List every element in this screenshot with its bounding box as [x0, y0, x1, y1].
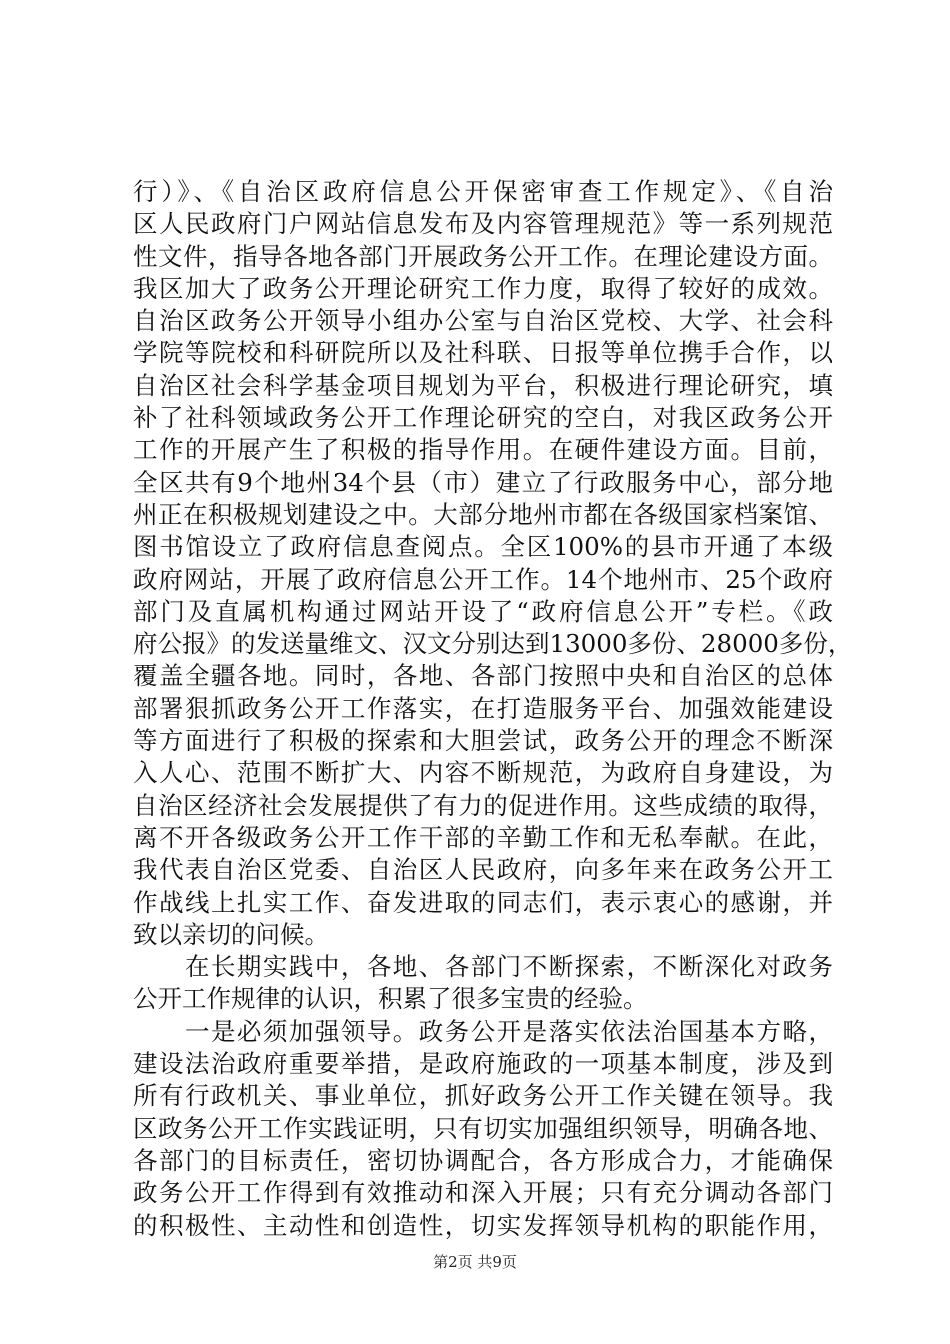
text-line: 行）》、《自治区政府信息公开保密审查工作规定》、《自治 [133, 177, 833, 206]
text-line: 自治区社会科学基金项目规划为平台，积极进行理论研究，填 [133, 370, 833, 400]
text-line: 部门及直属机构通过网站开设了“政府信息公开”专栏。《政 [133, 596, 833, 626]
text-line: 所有行政机关、事业单位，抓好政务公开工作关键在领导。我 [133, 1081, 833, 1111]
page-footer: 第2页 共9页 [433, 1253, 517, 1271]
text-line: 建设法治政府重要举措，是政府施政的一项基本制度，涉及到 [133, 1049, 833, 1079]
text-line: 自治区经济社会发展提供了有力的促进作用。这些成绩的取得， [133, 790, 833, 820]
text-line: 补了社科领域政务公开工作理论研究的空白，对我区政务公开 [133, 403, 833, 433]
text-line: 的积极性、主动性和创造性，切实发挥领导机构的职能作用， [133, 1210, 833, 1240]
text-line: 一是必须加强领导。政务公开是落实依法治国基本方略， [133, 1016, 833, 1046]
text-line: 自治区政务公开领导小组办公室与自治区党校、大学、社会科 [133, 306, 833, 336]
text-line: 图书馆设立了政府信息查阅点。全区100%的县市开通了本级 [133, 532, 833, 562]
text-line: 区政务公开工作实践证明，只有切实加强组织领导，明确各地、 [133, 1113, 833, 1143]
text-line: 我代表自治区党委、自治区人民政府，向多年来在政务公开工 [133, 855, 833, 885]
text-line: 性文件，指导各地各部门开展政务公开工作。在理论建设方面。 [133, 241, 833, 271]
text-line: 政务公开工作得到有效推动和深入开展；只有充分调动各部门 [133, 1178, 833, 1208]
text-line: 区人民政府门户网站信息发布及内容管理规范》等一系列规范 [133, 209, 833, 239]
text-line: 离不开各级政务公开工作干部的辛勤工作和无私奉献。在此， [133, 822, 833, 852]
text-line: 在长期实践中，各地、各部门不断探索，不断深化对政务 [133, 952, 833, 982]
text-line: 作战线上扎实工作、奋发进取的同志们，表示衷心的感谢，并 [133, 887, 833, 917]
text-line: 致以亲切的问候。 [133, 919, 329, 949]
text-line: 各部门的目标责任，密切协调配合，各方形成合力，才能确保 [133, 1145, 833, 1175]
text-line: 入人心、范围不断扩大、内容不断规范，为政府自身建设，为 [133, 758, 833, 788]
text-line: 我区加大了政务公开理论研究工作力度，取得了较好的成效。 [133, 273, 833, 303]
text-line: 覆盖全疆各地。同时，各地、各部门按照中央和自治区的总体 [133, 661, 833, 691]
text-line: 府公报》的发送量维文、汉文分别达到13000多份、28000多份， [133, 629, 853, 659]
text-line: 公开工作规律的认识，积累了很多宝贵的经验。 [133, 984, 648, 1014]
text-line: 州正在积极规划建设之中。大部分地州市都在各级国家档案馆、 [133, 499, 833, 529]
body-text [133, 176, 853, 1242]
text-line: 全区共有9个地州34个县（市）建立了行政服务中心，部分地 [133, 467, 833, 497]
text-line: 政府网站，开展了政府信息公开工作。14个地州市、25个政府 [133, 564, 833, 594]
text-line: 学院等院校和科研院所以及社科联、日报等单位携手合作，以 [133, 338, 833, 368]
text-line: 工作的开展产生了积极的指导作用。在硬件建设方面。目前， [133, 435, 833, 465]
text-line: 部署狠抓政务公开工作落实，在打造服务平台、加强效能建设 [133, 693, 833, 723]
text-line: 等方面进行了积极的探索和大胆尝试，政务公开的理念不断深 [133, 726, 833, 756]
